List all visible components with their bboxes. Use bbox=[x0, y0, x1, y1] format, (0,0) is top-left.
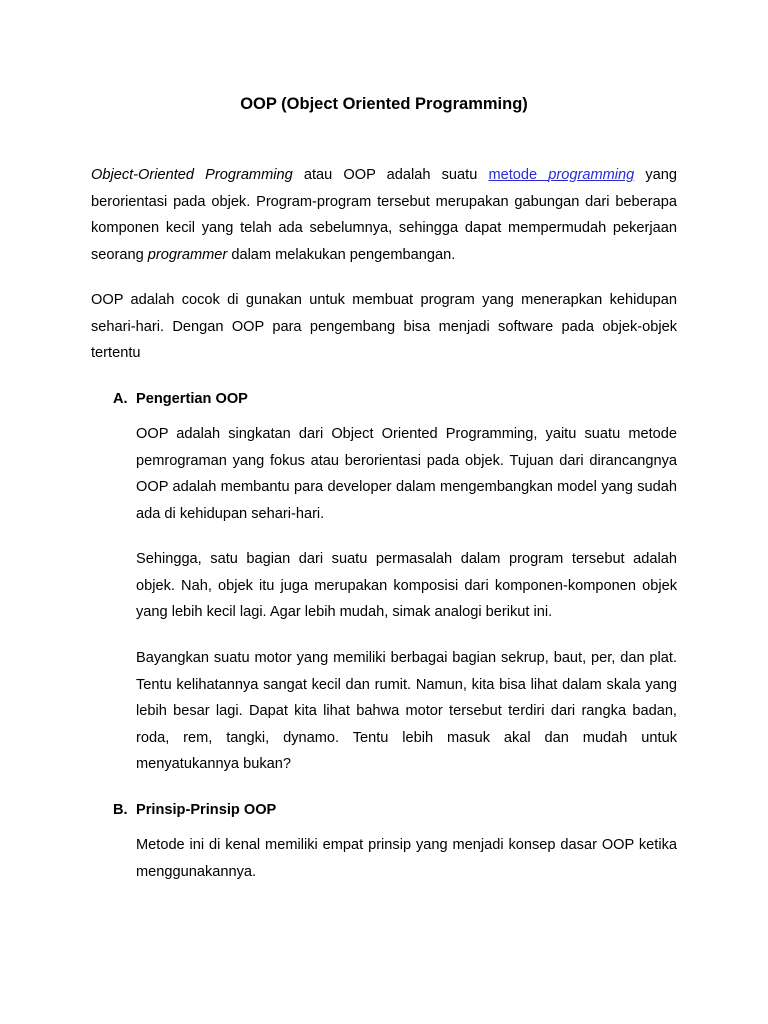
section-a-letter: A. bbox=[113, 391, 128, 407]
metode-programming-link[interactable] bbox=[488, 167, 634, 183]
section-b-paragraph-1: Metode ini di kenal memiliki empat prinsip yang menjadi konsep dasar OOP ketika menggunakannya. bbox=[136, 837, 677, 880]
intro-text-b: yang berorientasi pada objek. Program-program tersebut merupakan gabungan dari beberapa komponen kecil yang telah ada sebelumnya, sehingga dapat mempermudah pekerjaan seorang bbox=[91, 167, 678, 263]
section-a-title: Pengertian OOP bbox=[136, 391, 248, 407]
link-text-metode: metode bbox=[488, 167, 549, 183]
italic-term-oop: Object-Oriented Programming bbox=[91, 167, 293, 183]
section-a-paragraph-2: Sehingga, satu bagian dari suatu permasalah dalam program tersebut adalah objek. Nah, objek itu juga merupakan komposisi dari komponen-komponen objek yang lebih kecil lagi. Agar lebih mudah, simak analogi berikut ini. bbox=[136, 551, 677, 621]
section-a-paragraph-3: Bayangkan suatu motor yang memiliki berbagai bagian sekrup, baut, per, dan plat. Tentu kelihatannya sangat kecil dan rumit. Namun, kita bisa lihat dalam skala yang lebih besar lagi. Dapat kita lihat bahwa motor tersebut terdiri dari rangka badan, roda, rem, tangki, dynamo. Tentu lebih masuk akal dan mudah untuk menyatukannya bukan? bbox=[136, 650, 677, 773]
intro-paragraph-1 bbox=[91, 162, 677, 268]
italic-term-programmer: programmer bbox=[147, 246, 228, 263]
section-a-heading bbox=[113, 388, 248, 410]
intro-text-a: atau OOP adalah suatu bbox=[292, 167, 489, 183]
intro-paragraph-2: OOP adalah cocok di gunakan untuk membuat program yang menerapkan kehidupan sehari-hari. Dengan OOP para pengembang bisa menjadi software pada objek-objek tertentu bbox=[91, 292, 677, 362]
section-a-paragraph-1: OOP adalah singkatan dari Object Oriented Programming, yaitu suatu metode pemrograman yang fokus atau berorientasi pada objek. Tujuan dari dirancangnya OOP adalah membantu para developer dalam mengembangkan model yang sudah ada di kehidupan sehari-hari. bbox=[136, 426, 677, 522]
section-b-title: Prinsip-Prinsip OOP bbox=[136, 802, 277, 818]
intro-text-c: dalam melakukan pengembangan. bbox=[227, 246, 456, 263]
section-b-heading bbox=[113, 799, 276, 821]
section-b-letter: B. bbox=[113, 802, 128, 818]
document-title: OOP (Object Oriented Programming) bbox=[240, 95, 528, 113]
link-text-programming: programming bbox=[548, 167, 635, 183]
